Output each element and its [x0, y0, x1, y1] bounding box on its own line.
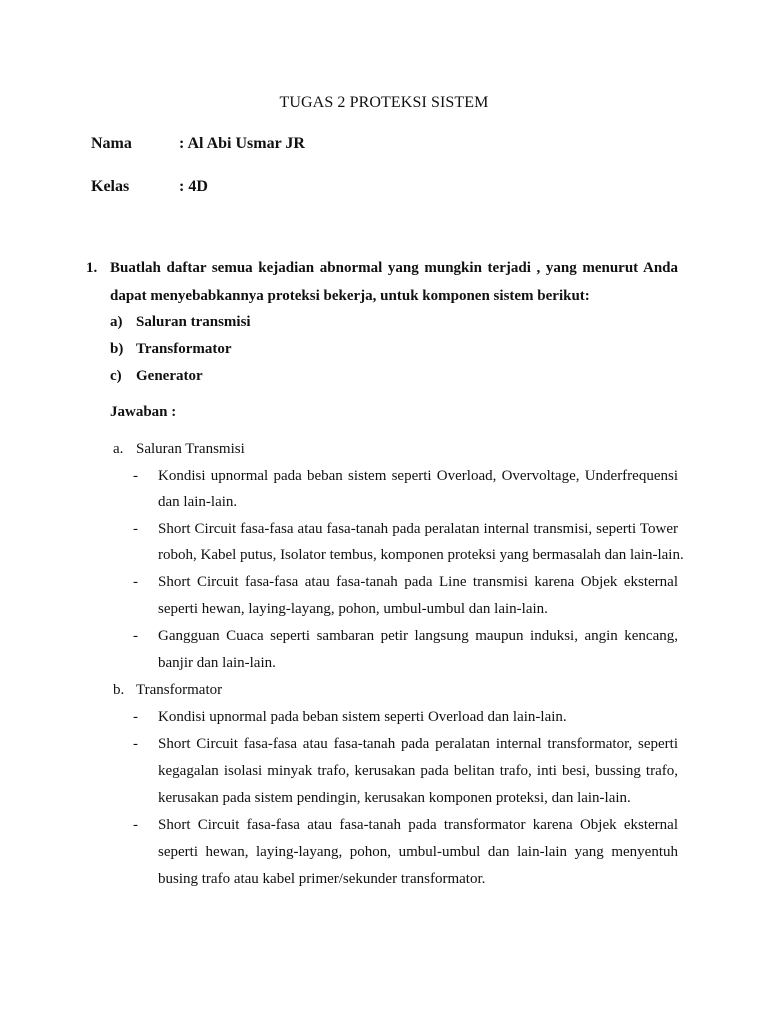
- question-number: 1.: [86, 260, 98, 276]
- bullet-b2-line2: kegagalan isolasi minyak trafo, kerusakan pada belitan trafo, inti besi, bussing trafo,: [158, 763, 678, 779]
- bullet-b1-line1: Kondisi upnormal pada beban sistem seperti Overload dan lain-lain.: [158, 709, 567, 725]
- question-item-b: Transformator: [136, 341, 232, 357]
- section-b-heading: Transformator: [136, 682, 223, 698]
- question-item-c-marker: c): [110, 368, 122, 384]
- bullet-a4-line1: Gangguan Cuaca seperti sambaran petir langsung maupun induksi, angin kencang,: [158, 628, 678, 644]
- bullet-a1-line1: Kondisi upnormal pada beban sistem seperti Overload, Overvoltage, Underfrequensi: [158, 468, 678, 484]
- bullet-a2-line2: roboh, Kabel putus, Isolator tembus, komponen proteksi yang bermasalah dan lain-lain.: [158, 547, 684, 563]
- bullet-dash: -: [133, 709, 138, 725]
- question-item-a-marker: a): [110, 314, 123, 330]
- class-row: [91, 178, 208, 196]
- bullet-dash: -: [133, 521, 138, 537]
- bullet-dash: -: [133, 736, 138, 752]
- bullet-b2-line1: Short Circuit fasa-fasa atau fasa-tanah pada peralatan internal transformator, seperti: [158, 736, 678, 752]
- bullet-a3-line1: Short Circuit fasa-fasa atau fasa-tanah pada Line transmisi karena Objek eksternal: [158, 574, 678, 590]
- bullet-dash: -: [133, 574, 138, 590]
- answer-label: Jawaban :: [110, 404, 177, 420]
- bullet-b3-line3: busing trafo atau kabel primer/sekunder transformator.: [158, 871, 486, 887]
- bullet-a2-line1: Short Circuit fasa-fasa atau fasa-tanah pada peralatan internal transmisi, seperti Tower: [158, 521, 678, 537]
- bullet-dash: -: [133, 468, 138, 484]
- class-label: Kelas: [91, 178, 130, 195]
- question-item-a: Saluran transmisi: [136, 314, 251, 330]
- section-b-marker: b.: [113, 682, 125, 698]
- bullet-b3-line2: seperti hewan, laying-layang, pohon, umbul-umbul dan lain-lain yang menyentuh: [158, 844, 678, 860]
- bullet-a3-line2: seperti hewan, laying-layang, pohon, umbul-umbul dan lain-lain.: [158, 601, 548, 617]
- question-item-b-marker: b): [110, 341, 124, 357]
- question-item-c: Generator: [136, 368, 203, 384]
- question-line-2: dapat menyebabkannya proteksi bekerja, untuk komponen sistem berikut:: [110, 288, 590, 304]
- class-value: : 4D: [179, 178, 208, 195]
- section-a-marker: a.: [113, 441, 124, 457]
- bullet-b2-line3: kerusakan pada sistem pendingin, kerusakan komponen proteksi, dan lain-lain.: [158, 790, 631, 806]
- question-line-1: Buatlah daftar semua kejadian abnormal yang mungkin terjadi , yang menurut Anda: [110, 260, 678, 276]
- bullet-dash: -: [133, 817, 138, 833]
- bullet-a4-line2: banjir dan lain-lain.: [158, 655, 276, 671]
- name-value: : Al Abi Usmar JR: [179, 135, 305, 152]
- bullet-dash: -: [133, 628, 138, 644]
- document-title: TUGAS 2 PROTEKSI SISTEM: [279, 94, 489, 111]
- name-row: [91, 135, 305, 153]
- name-label: Nama: [91, 135, 132, 152]
- bullet-a1-line2: dan lain-lain.: [158, 494, 238, 510]
- section-a-heading: Saluran Transmisi: [136, 441, 245, 457]
- bullet-b3-line1: Short Circuit fasa-fasa atau fasa-tanah pada transformator karena Objek eksternal: [158, 817, 678, 833]
